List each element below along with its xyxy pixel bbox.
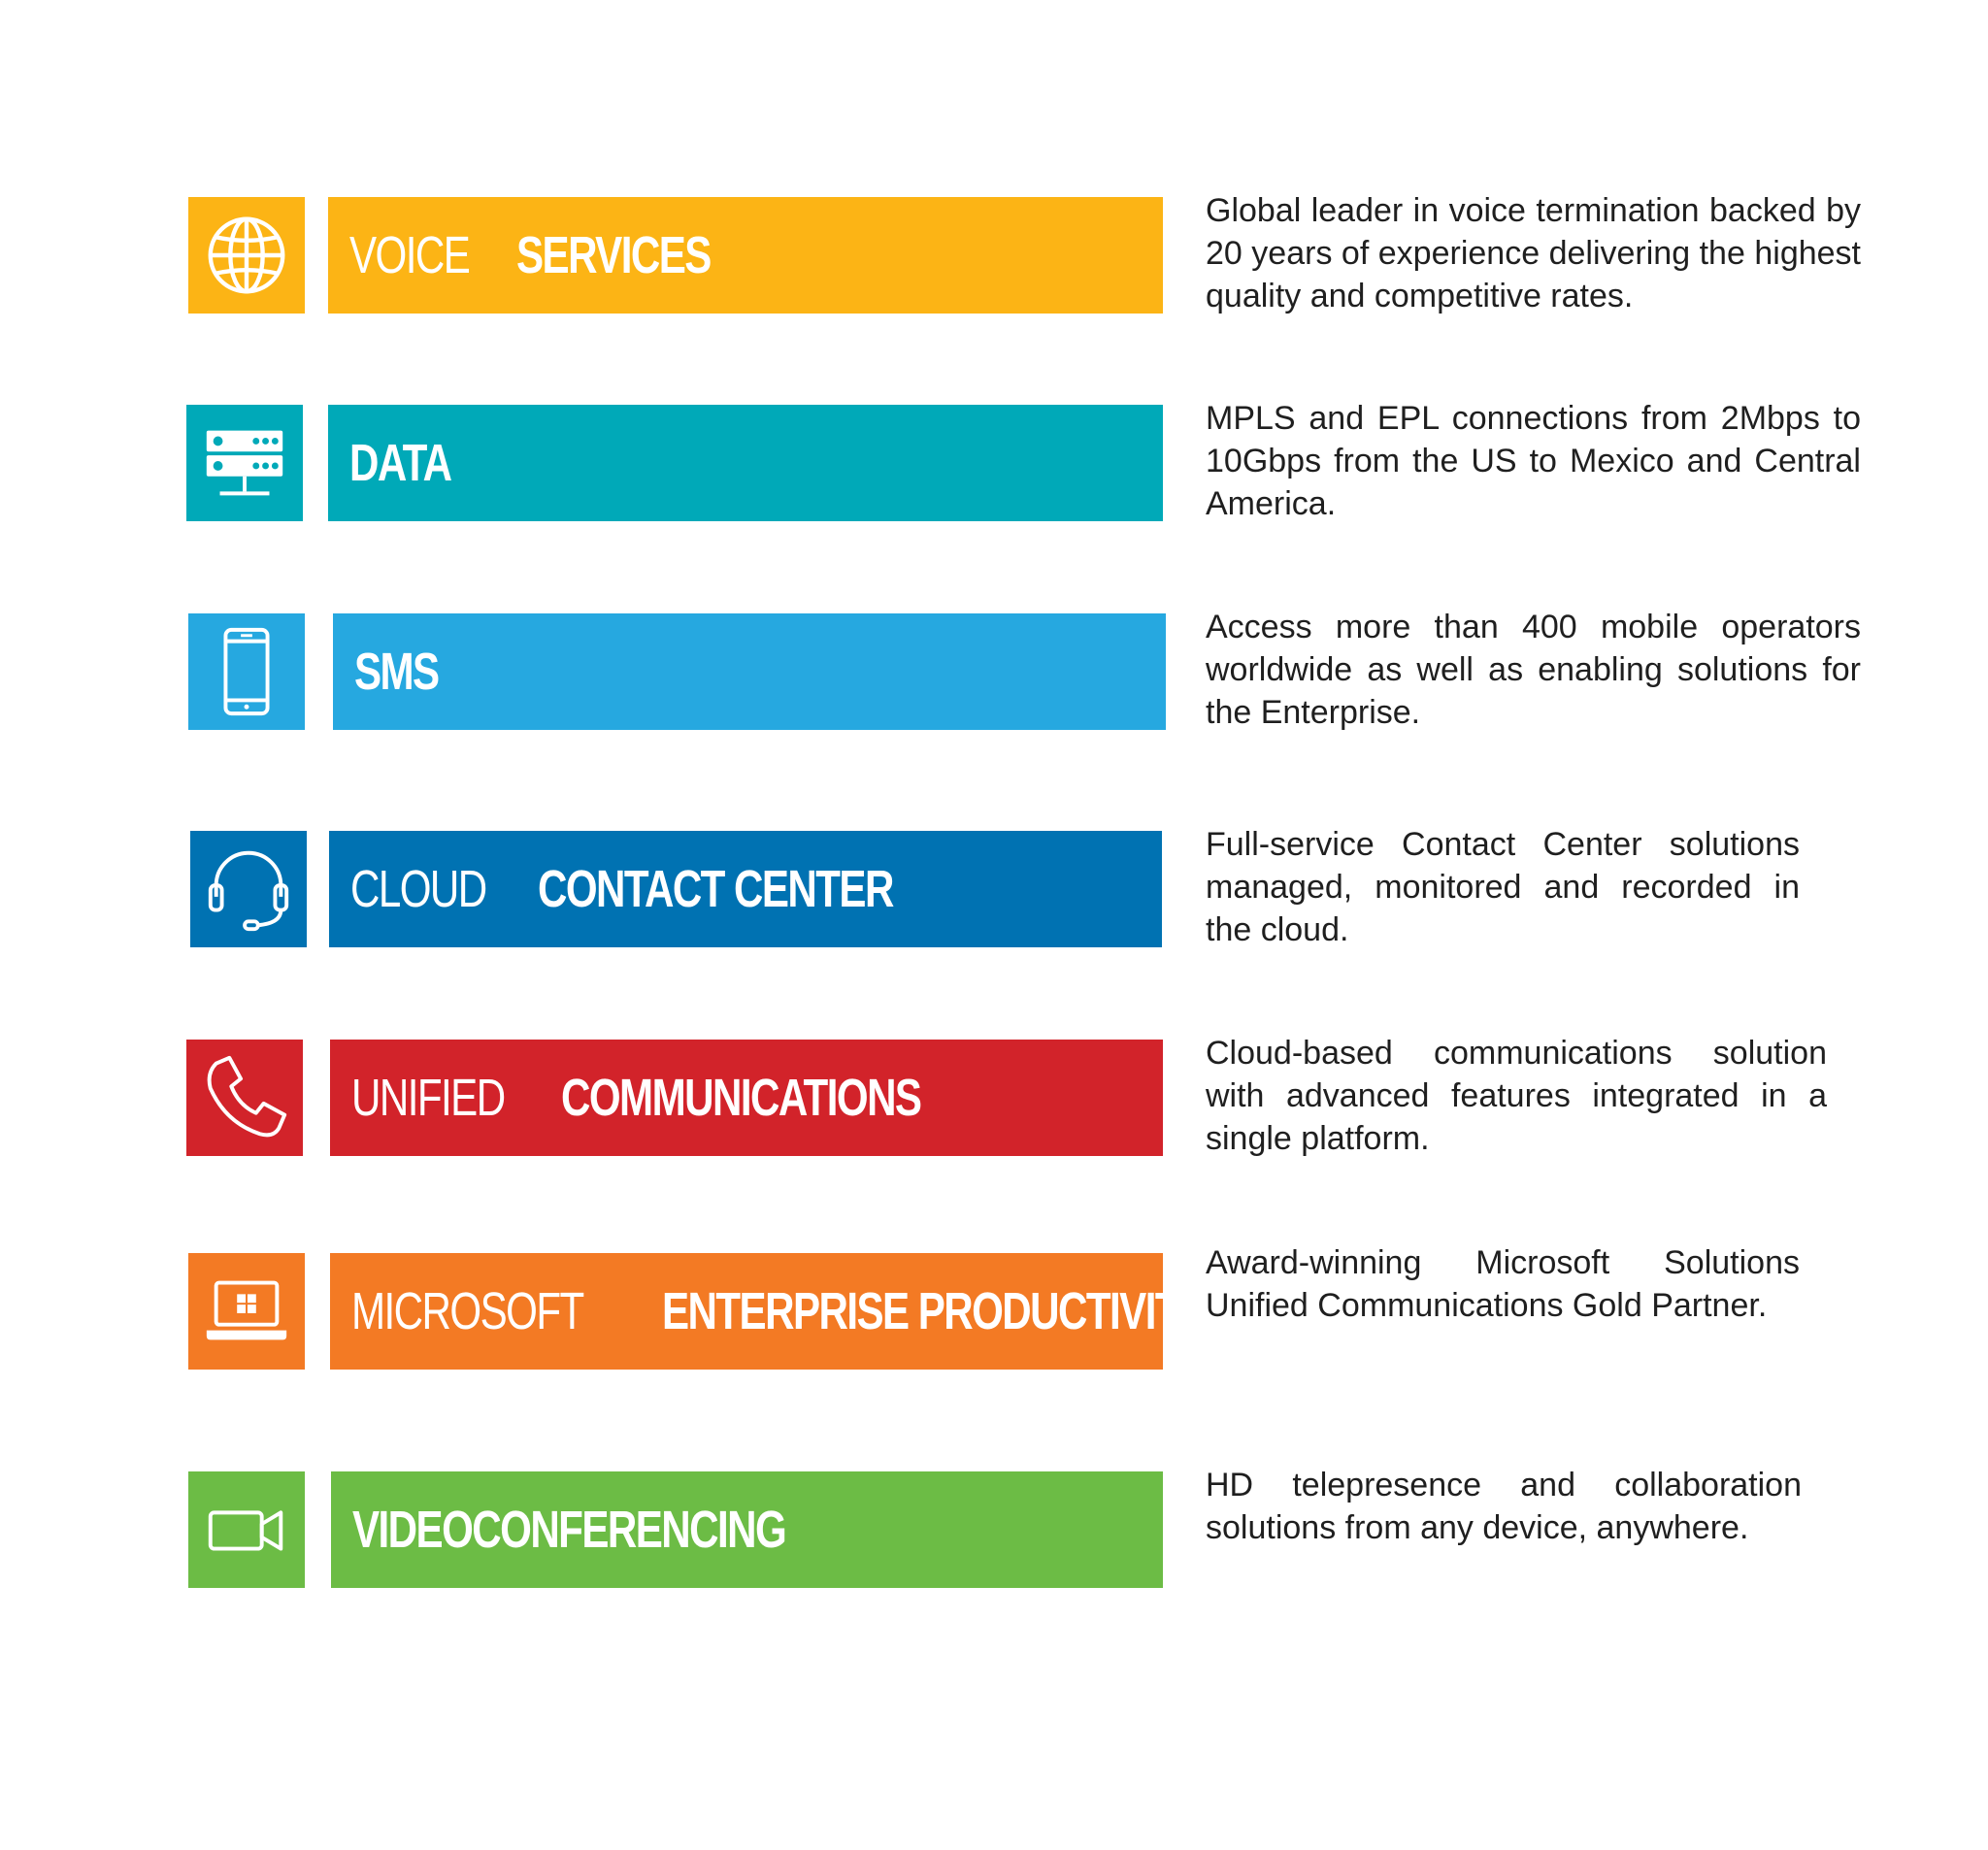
service-description: MPLS and EPL connections from 2Mbps to 10Gbps from the US to Mexico and Central America. [1206, 400, 1861, 522]
smartphone-icon [199, 624, 294, 719]
microsoft-banner [330, 1253, 1205, 1370]
banner-title-bold: COMMUNICATIONS [561, 1069, 921, 1127]
banner-title-light: UNIFIED [351, 1069, 505, 1127]
banner-title-light: VOICE [349, 226, 470, 284]
service-description: Access more than 400 mobile operators worldwide as well as enabling solutions for the Enterprise. [1206, 609, 1861, 731]
banner-title-bold: VIDEOCONFERENCING [352, 1501, 786, 1559]
service-description: HD telepresence and collaboration solutions from any device, anywhere. [1206, 1467, 1802, 1546]
videoconferencing-icon-tile [188, 1471, 305, 1588]
globe-icon [199, 208, 294, 303]
banner-title-light: CLOUD [350, 860, 486, 918]
service-description: Full-service Contact Center solutions managed, monitored and recorded in the cloud. [1206, 826, 1800, 948]
service-row-unified-communications [0, 1035, 1988, 1272]
voice-icon-tile [188, 197, 305, 314]
sms-banner [333, 613, 1166, 730]
laptop-windows-icon [199, 1264, 294, 1359]
service-description: Global leader in voice termination backed by 20 years of experience delivering the highest quality and competitive rates. [1206, 192, 1861, 314]
service-row-videoconferencing [0, 1467, 1988, 1704]
microsoft-icon-tile [188, 1253, 305, 1370]
voice-services-banner [328, 197, 1163, 314]
contact-center-icon-tile [190, 831, 307, 947]
service-description: Cloud-based communications solution with advanced features integrated in a single platform. [1206, 1035, 1827, 1157]
contact-center-banner [329, 831, 1162, 947]
banner-title-bold: DATA [349, 434, 451, 492]
service-row-contact-center [0, 826, 1988, 1064]
data-banner [328, 405, 1163, 521]
data-icon-tile [186, 405, 303, 521]
phone-handset-icon [197, 1050, 292, 1145]
sms-icon-tile [188, 613, 305, 730]
service-row-microsoft [0, 1244, 1988, 1486]
unified-communications-banner [330, 1040, 1163, 1156]
banner-title-bold: SMS [354, 643, 439, 701]
service-row-data [0, 400, 1988, 638]
server-icon [197, 415, 292, 511]
service-row-sms [0, 609, 1988, 846]
banner-title-bold: CONTACT CENTER [538, 860, 893, 918]
unified-communications-icon-tile [186, 1040, 303, 1156]
banner-title-bold: SERVICES [516, 226, 711, 284]
banner-title-light: MICROSOFT [351, 1282, 583, 1340]
service-description: Award-winning Microsoft Solutions Unified Communications Gold Partner. [1206, 1244, 1800, 1324]
service-row-voice [0, 192, 1988, 430]
headset-icon [201, 842, 296, 937]
video-camera-icon [199, 1482, 294, 1577]
banner-title-bold: ENTERPRISE PRODUCTIVITY [661, 1282, 1205, 1340]
videoconferencing-banner [331, 1471, 1163, 1588]
